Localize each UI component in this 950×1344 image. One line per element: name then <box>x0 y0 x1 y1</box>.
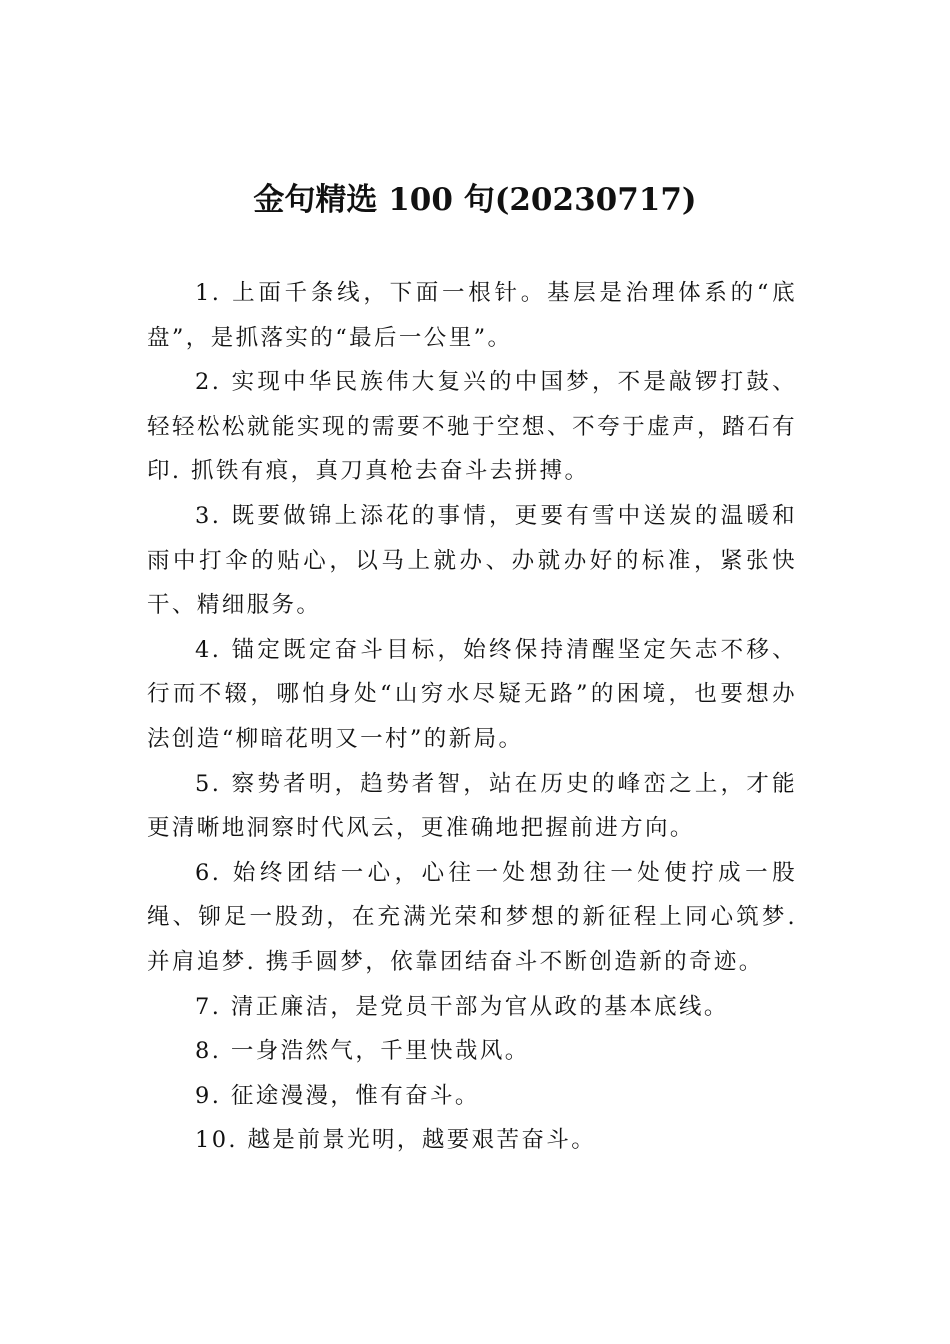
paragraph-6: 6. 始终团结一心，心往一处想劲往一处使拧成一股绳、铆足一股劲，在充满光荣和梦想的新征程上同心筑梦. 并肩追梦. 携手圆梦，依靠团结奋斗不断创造新的奇迹。 <box>147 859 797 975</box>
paragraph-4: 4. 锚定既定奋斗目标，始终保持清醒坚定矢志不移、行而不辍，哪怕身处“山穷水尽疑无路”的困境，也要想办法创造“柳暗花明又一村”的新局。 <box>147 636 797 752</box>
paragraph-10: 10. 越是前景光明，越要艰苦奋斗。 <box>195 1127 597 1154</box>
paragraph-1: 1. 上面千条线，下面一根针。基层是治理体系的“底盘”，是抓落实的“最后一公里”。 <box>147 280 797 351</box>
paragraph-7: 7. 清正廉洁，是党员干部为官从政的基本底线。 <box>195 993 729 1020</box>
paragraph-9: 9. 征途漫漫，惟有奋斗。 <box>195 1082 480 1109</box>
paragraph-8: 8. 一身浩然气，千里快哉风。 <box>195 1038 530 1065</box>
paragraph-2: 2. 实现中华民族伟大复兴的中国梦，不是敲锣打鼓、轻轻松松就能实现的需要不驰于空想、不夸于虚声，踏石有印. 抓铁有痕，真刀真枪去奋斗去拼搏。 <box>147 369 797 485</box>
paragraph-5: 5. 察势者明，趋势者智，站在历史的峰峦之上，才能更清晰地洞察时代风云，更准确地把握前进方向。 <box>147 770 797 842</box>
document-title: 金句精选 100 句(20230717) <box>253 182 697 218</box>
document-body <box>147 271 797 1163</box>
paragraph-3: 3. 既要做锦上添花的事情，更要有雪中送炭的温暖和雨中打伞的贴心，以马上就办、办就办好的标准，紧张快干、精细服务。 <box>147 502 797 619</box>
